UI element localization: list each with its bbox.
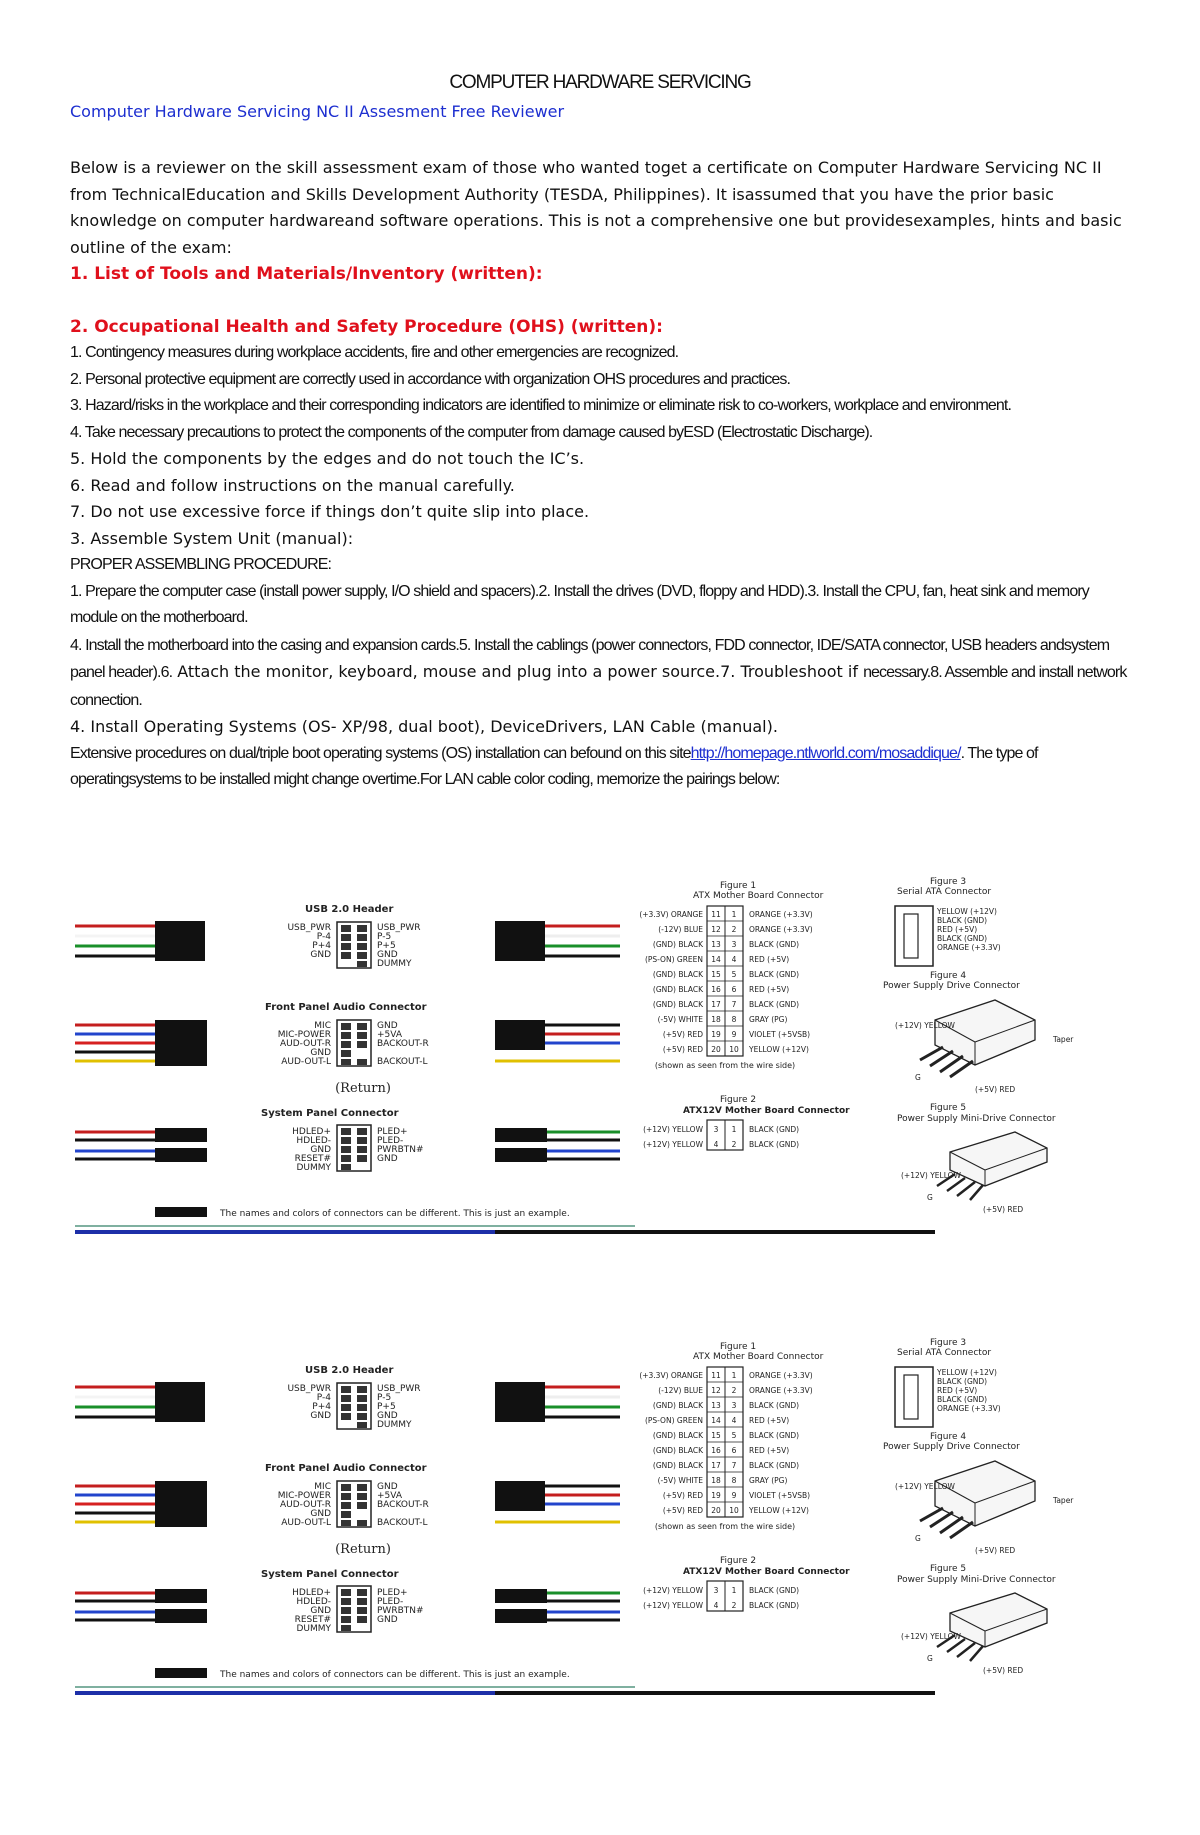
fig2-left-label: (+12V) YELLOW (643, 1125, 703, 1134)
fig1-pin-right: 10 (729, 1506, 739, 1515)
fig3-line: RED (+5V) (937, 1386, 978, 1395)
fig2-connector (707, 1120, 743, 1150)
fig1-left-label: (+5V) RED (662, 1030, 703, 1039)
system-right-label: PWRBTN# (377, 1606, 424, 1616)
assembly-steps-2a: 4. Install the motherboard into the casing and expansion cards.5. Install the cablings (power connectors, FDD connector, IDE/SATA connector, USB headers andsystem panel header).6. (70, 636, 1110, 681)
fig1-left-label: (-5V) WHITE (657, 1476, 703, 1485)
ohs-item: 3. Hazard/risks in the workplace and their corresponding indicators are identified to minimize or eliminate risk to co-workers, workplace and environment. (70, 397, 1011, 414)
return-label: (Return) (335, 1081, 391, 1096)
usb-right-label: USB_PWR (377, 1384, 421, 1394)
after-link-text: . The type of operatingsystems to be installed might change overtime.For LAN cable color coding, memorize the pairings below: (70, 744, 1038, 788)
system-title: System Panel Connector (261, 1569, 399, 1580)
fig5-yellow: (+12V) YELLOW (901, 1171, 961, 1180)
ohs-item: 1. Contingency measures during workplace accidents, fire and other emergencies are recognized. (70, 344, 679, 361)
fig2-left-label: (+12V) YELLOW (643, 1586, 703, 1595)
fig1-pin-right: 5 (731, 970, 737, 979)
fig2-pin-left: 3 (713, 1125, 719, 1134)
fig1-pin-left: 13 (711, 940, 721, 949)
system-right-label: PLED+ (377, 1588, 408, 1598)
audio-left-label: AUD-OUT-L (281, 1057, 331, 1067)
fig1-right-label: RED (+5V) (749, 955, 790, 964)
usb-right-label: USB_PWR (377, 923, 421, 933)
usb-left-label: USB_PWR (287, 1384, 331, 1394)
fig1-right-label: ORANGE (+3.3V) (749, 1371, 813, 1380)
molex-connector-shape (920, 1000, 1035, 1077)
fig1-right-label: YELLOW (+12V) (749, 1045, 809, 1054)
system-left-label: GND (310, 1606, 331, 1616)
fig3-title: Figure 3 (930, 877, 967, 887)
fig3-line: BLACK (GND) (937, 934, 988, 943)
fig1-pin-right: 6 (731, 1446, 737, 1455)
fig1-pin-right: 4 (731, 955, 737, 964)
fig1-left-label: (-5V) WHITE (657, 1015, 703, 1024)
fig1-right-label: BLACK (GND) (749, 940, 800, 949)
fig1-pin-right: 4 (731, 1416, 737, 1425)
fig1-pin-left: 19 (711, 1030, 721, 1039)
fig1-left-label: (GND) BLACK (652, 1401, 703, 1410)
fig1-subtitle: ATX Mother Board Connector (693, 1352, 824, 1362)
assembly-steps-2 (70, 632, 1130, 715)
fig1-pin-right: 3 (731, 940, 737, 949)
audio-right-label: BACKOUT-R (377, 1500, 429, 1510)
fig1-right-label: BLACK (GND) (749, 1431, 800, 1440)
fig1-pin-left: 15 (711, 970, 721, 979)
fig5-g-label: G (927, 1193, 933, 1202)
fig1-pin-right: 6 (731, 985, 737, 994)
system-right-label: PLED- (377, 1597, 404, 1607)
return-label: (Return) (335, 1542, 391, 1557)
ohs-item: 7. Do not use excessive force if things don’t quite slip into place. (70, 502, 590, 521)
fig1-right-label: ORANGE (+3.3V) (749, 910, 813, 919)
fig3-line: YELLOW (+12V) (937, 1368, 997, 1377)
usb-left-label: P+4 (312, 941, 331, 951)
fig1-title: Figure 1 (720, 1342, 757, 1352)
fig1-left-label: (+5V) RED (662, 1506, 703, 1515)
fig3-line: YELLOW (+12V) (937, 907, 997, 916)
fig1-right-label: BLACK (GND) (749, 1000, 800, 1009)
fig1-pin-right: 2 (731, 1386, 737, 1395)
mini-connector-shape (937, 1132, 1047, 1200)
page-title: COMPUTER HARDWARE SERVICING (449, 72, 751, 93)
fig4-title: Figure 4 (930, 971, 967, 981)
fig2-right-label: BLACK (GND) (749, 1140, 800, 1149)
fig1-pin-left: 16 (711, 985, 721, 994)
fig1-left-label: (GND) BLACK (652, 985, 703, 994)
fig4-taper: Taper (1053, 1496, 1074, 1505)
sata-connector-shape (895, 906, 933, 966)
usb-right-label: GND (377, 1411, 398, 1421)
fig5-g-label: G (927, 1654, 933, 1663)
fig1-right-label: RED (+5V) (749, 985, 790, 994)
assembly-steps-2b: Attach the monitor, keyboard, mouse and plug into a power source.7. Troubleshoot if (172, 662, 864, 681)
fig2-left-label: (+12V) YELLOW (643, 1601, 703, 1610)
audio-right-label: BACKOUT-R (377, 1039, 429, 1049)
usb-right-label: GND (377, 950, 398, 960)
connector-diagram-svg (75, 870, 1130, 1270)
system-left-label: HDLED- (296, 1136, 331, 1146)
system-left-label: GND (310, 1145, 331, 1155)
fig1-right-label: BLACK (GND) (749, 1401, 800, 1410)
fig1-right-label: BLACK (GND) (749, 1461, 800, 1470)
usb-right-label: P+5 (377, 941, 396, 951)
fig3-line: BLACK (GND) (937, 1395, 988, 1404)
fig1-pin-right: 1 (731, 910, 737, 919)
fig1-pin-left: 17 (711, 1461, 721, 1470)
fig1-right-label: VIOLET (+5VSB) (749, 1030, 811, 1039)
fig2-left-label: (+12V) YELLOW (643, 1140, 703, 1149)
system-left-label: HDLED- (296, 1597, 331, 1607)
fig1-pin-left: 13 (711, 1401, 721, 1410)
fig1-right-label: ORANGE (+3.3V) (749, 925, 813, 934)
fig1-pin-right: 8 (731, 1476, 737, 1485)
fig2-connector (707, 1581, 743, 1611)
fig3-line: ORANGE (+3.3V) (937, 1404, 1001, 1413)
extensive-text: Extensive procedures on dual/triple boot operating systems (OS) installation can befound on this site (70, 744, 691, 762)
fig1-left-label: (PS-ON) GREEN (644, 1416, 703, 1425)
fig4-taper: Taper (1053, 1035, 1074, 1044)
fig1-pin-left: 16 (711, 1446, 721, 1455)
intro-paragraph: Below is a reviewer on the skill assessment exam of those who wanted toget a certificate on Computer Hardware Servicing NC II from TechnicalEducation and Skills Development Authority (TESDA, Philippines). It isassumed that you have the prior basic knowledge on computer hardwareand software operations. This is not a comprehensive one but providesexamples, hints and basic outline of the exam: (70, 158, 1122, 257)
fig1-pin-right: 9 (731, 1491, 737, 1500)
system-right-label: GND (377, 1615, 398, 1625)
system-left-label: RESET# (294, 1615, 331, 1625)
fig2-subtitle: ATX12V Mother Board Connector (683, 1106, 850, 1116)
fig2-rows (643, 1125, 799, 1149)
fig1-pin-right: 7 (731, 1461, 737, 1470)
fig1-right-label: RED (+5V) (749, 1416, 790, 1425)
fig1-left-label: (GND) BLACK (652, 1431, 703, 1440)
audio-right-label: +5VA (377, 1491, 403, 1501)
system-right-label: PLED+ (377, 1127, 408, 1137)
audio-left-label: AUD-OUT-L (281, 1518, 331, 1528)
fig1-pin-left: 20 (711, 1045, 721, 1054)
fig4-g-label: G (915, 1534, 921, 1543)
audio-right-label: +5VA (377, 1030, 403, 1040)
fig3-title: Figure 3 (930, 1338, 967, 1348)
audio-left-label: MIC (314, 1482, 331, 1492)
fig2-pin-right: 1 (731, 1586, 737, 1595)
fig1-pin-left: 11 (711, 1371, 721, 1380)
fig3-subtitle: Serial ATA Connector (897, 887, 992, 897)
fig4-subtitle: Power Supply Drive Connector (883, 981, 1020, 991)
fig1-right-label: BLACK (GND) (749, 970, 800, 979)
system-left-label: DUMMY (296, 1624, 331, 1634)
fig1-note: (shown as seen from the wire side) (654, 1522, 796, 1531)
fig1-pin-left: 17 (711, 1000, 721, 1009)
fig1-left-label: (PS-ON) GREEN (644, 955, 703, 964)
system-title: System Panel Connector (261, 1108, 399, 1119)
section-assemble: 3. Assemble System Unit (manual): (70, 528, 354, 548)
fig1-rows (639, 910, 812, 1054)
fig1-pin-right: 1 (731, 1371, 737, 1380)
fig4-red: (+5V) RED (975, 1085, 1016, 1094)
fig3-line: BLACK (GND) (937, 916, 988, 925)
fig1-pin-left: 18 (711, 1476, 721, 1485)
audio-left-label: MIC-POWER (277, 1491, 331, 1501)
fig2-right-label: BLACK (GND) (749, 1601, 800, 1610)
fig1-left-label: (+3.3V) ORANGE (639, 1371, 703, 1380)
fig5-red: (+5V) RED (983, 1205, 1024, 1214)
fig1-pin-right: 9 (731, 1030, 737, 1039)
usb-right-label: DUMMY (377, 1420, 412, 1430)
connector-diagram-copy (75, 1331, 1130, 1731)
fig1-right-label: GRAY (PG) (749, 1476, 788, 1485)
ohs-item: 4. Take necessary precautions to protect the components of the computer from damage caused byESD (Electrostatic Discharge). (70, 423, 873, 441)
fig1-left-label: (GND) BLACK (652, 1461, 703, 1470)
fig1-left-label: (-12V) BLUE (658, 1386, 703, 1395)
system-left-label: HDLED+ (292, 1127, 331, 1137)
fig4-red: (+5V) RED (975, 1546, 1016, 1555)
system-right-label: PLED- (377, 1136, 404, 1146)
fig1-pin-right: 7 (731, 1000, 737, 1009)
fig3-subtitle: Serial ATA Connector (897, 1348, 992, 1358)
assembly-steps-2c: necessary.8. Assemble and install network connection. (70, 664, 1127, 709)
fig1-pin-left: 19 (711, 1491, 721, 1500)
mini-connector-shape (937, 1593, 1047, 1661)
ohs-item: 2. Personal protective equipment are correctly used in accordance with organization OHS procedures and practices. (70, 370, 791, 388)
ohs-item: 6. Read and follow instructions on the manual carefully. (70, 475, 515, 495)
fig1-left-label: (+3.3V) ORANGE (639, 910, 703, 919)
fig5-yellow: (+12V) YELLOW (901, 1632, 961, 1641)
fig2-pin-left: 4 (713, 1601, 719, 1610)
fig1-pin-left: 11 (711, 910, 721, 919)
system-right-label: PWRBTN# (377, 1145, 424, 1155)
usb-left-label: P-4 (316, 1393, 331, 1403)
usb-left-label: P-4 (316, 932, 331, 942)
fig1-pin-left: 18 (711, 1015, 721, 1024)
fig5-subtitle: Power Supply Mini-Drive Connector (897, 1575, 1056, 1585)
fig4-title: Figure 4 (930, 1432, 967, 1442)
audio-left-label: AUD-OUT-R (279, 1039, 331, 1049)
fig1-pin-left: 14 (711, 1416, 721, 1425)
system-left-label: RESET# (294, 1154, 331, 1164)
assembly-steps-1: 1. Prepare the computer case (install power supply, I/O shield and spacers).2. Install the drives (DVD, floppy and HDD).3. Install the CPU, fan, heat sink and memory module on the motherboard. (70, 582, 1089, 626)
usb-title: USB 2.0 Header (305, 1365, 394, 1376)
usb-right-label: P-5 (377, 932, 392, 942)
connector-diagram-svg-copy (75, 1331, 1130, 1731)
fig2-pin-left: 3 (713, 1586, 719, 1595)
fig1-subtitle: ATX Mother Board Connector (693, 891, 824, 901)
proper-procedure-heading: PROPER ASSEMBLING PROCEDURE: (70, 556, 332, 573)
fig2-title: Figure 2 (720, 1556, 757, 1566)
usb-right-label: DUMMY (377, 959, 412, 969)
audio-left-label: AUD-OUT-R (279, 1500, 331, 1510)
fig1-pin-right: 10 (729, 1045, 739, 1054)
fig1-pin-left: 12 (711, 925, 721, 934)
fig1-left-label: (GND) BLACK (652, 1000, 703, 1009)
fig2-pin-right: 2 (731, 1140, 737, 1149)
sample-tag (155, 1668, 207, 1678)
usb-left-label: GND (310, 950, 331, 960)
fig3-line: BLACK (GND) (937, 1377, 988, 1386)
molex-connector-shape (920, 1461, 1035, 1538)
audio-left-label: GND (310, 1509, 331, 1519)
fig1-left-label: (GND) BLACK (652, 970, 703, 979)
fig1-left-label: (+5V) RED (662, 1491, 703, 1500)
fig2-pin-left: 4 (713, 1140, 719, 1149)
heading-ohs: 2. Occupational Health and Safety Procedure (OHS) (written): (70, 316, 663, 337)
fig1-left-label: (GND) BLACK (652, 1446, 703, 1455)
fig2-title: Figure 2 (720, 1095, 757, 1105)
usb-right-label: P-5 (377, 1393, 392, 1403)
system-right-label: GND (377, 1154, 398, 1164)
fig1-right-label: RED (+5V) (749, 1446, 790, 1455)
fig1-pin-left: 15 (711, 1431, 721, 1440)
fig1-pin-right: 5 (731, 1431, 737, 1440)
audio-left-label: GND (310, 1048, 331, 1058)
fig4-g-label: G (915, 1073, 921, 1082)
audio-left-label: MIC (314, 1021, 331, 1031)
audio-title: Front Panel Audio Connector (265, 1463, 427, 1474)
fig1-right-label: VIOLET (+5VSB) (749, 1491, 811, 1500)
system-left-label: HDLED+ (292, 1588, 331, 1598)
mosaddique-link[interactable]: http://homepage.ntlworld.com/mosaddique/ (690, 744, 961, 762)
fig4-yellow: (+12V) YELLOW (895, 1482, 955, 1491)
diagram-note: The names and colors of connectors can be different. This is just an example. (220, 1670, 570, 1680)
diagram-note: The names and colors of connectors can be different. This is just an example. (220, 1209, 570, 1219)
system-left-label: DUMMY (296, 1163, 331, 1173)
audio-right-label: GND (377, 1482, 398, 1492)
audio-right-label: BACKOUT-L (377, 1057, 428, 1067)
fig2-right-label: BLACK (GND) (749, 1586, 800, 1595)
audio-left-label: MIC-POWER (277, 1030, 331, 1040)
fig5-subtitle: Power Supply Mini-Drive Connector (897, 1114, 1056, 1124)
fig1-pin-left: 20 (711, 1506, 721, 1515)
fig1-left-label: (GND) BLACK (652, 940, 703, 949)
usb-right-label: P+5 (377, 1402, 396, 1412)
fig5-red: (+5V) RED (983, 1666, 1024, 1675)
fig3-line: ORANGE (+3.3V) (937, 943, 1001, 952)
usb-left-label: GND (310, 1411, 331, 1421)
fig2-right-label: BLACK (GND) (749, 1125, 800, 1134)
fig1-right-label: ORANGE (+3.3V) (749, 1386, 813, 1395)
ohs-item: 5. Hold the components by the edges and do not touch the IC’s. (70, 449, 585, 468)
section-install-os: 4. Install Operating Systems (OS- XP/98, dual boot), DeviceDrivers, LAN Cable (manual). (70, 717, 778, 736)
fig3-line: RED (+5V) (937, 925, 978, 934)
fig1-left-label: (+5V) RED (662, 1045, 703, 1054)
audio-title: Front Panel Audio Connector (265, 1002, 427, 1013)
fig5-title: Figure 5 (930, 1564, 967, 1574)
fig4-subtitle: Power Supply Drive Connector (883, 1442, 1020, 1452)
fig1-title: Figure 1 (720, 881, 757, 891)
connector-diagram (75, 870, 1130, 1270)
extensive-paragraph (70, 741, 1130, 794)
fig1-note: (shown as seen from the wire side) (654, 1061, 796, 1070)
fig1-rows (639, 1371, 812, 1515)
fig2-rows (643, 1586, 799, 1610)
fig4-yellow: (+12V) YELLOW (895, 1021, 955, 1030)
page-subtitle: Computer Hardware Servicing NC II Assesment Free Reviewer (70, 102, 565, 121)
usb-left-label: USB_PWR (287, 923, 331, 933)
fig1-pin-right: 8 (731, 1015, 737, 1024)
fig2-pin-right: 1 (731, 1125, 737, 1134)
fig2-subtitle: ATX12V Mother Board Connector (683, 1567, 850, 1577)
fig2-pin-right: 2 (731, 1601, 737, 1610)
fig5-title: Figure 5 (930, 1103, 967, 1113)
audio-right-label: BACKOUT-L (377, 1518, 428, 1528)
usb-title: USB 2.0 Header (305, 904, 394, 915)
usb-left-label: P+4 (312, 1402, 331, 1412)
fig1-pin-right: 3 (731, 1401, 737, 1410)
fig1-right-label: YELLOW (+12V) (749, 1506, 809, 1515)
fig1-right-label: GRAY (PG) (749, 1015, 788, 1024)
sample-tag (155, 1207, 207, 1217)
fig1-pin-left: 12 (711, 1386, 721, 1395)
fig1-left-label: (-12V) BLUE (658, 925, 703, 934)
fig1-pin-right: 2 (731, 925, 737, 934)
audio-right-label: GND (377, 1021, 398, 1031)
fig1-pin-left: 14 (711, 955, 721, 964)
heading-tools: 1. List of Tools and Materials/Inventory (written): (70, 264, 543, 284)
document-body (70, 155, 1130, 794)
sata-connector-shape (895, 1367, 933, 1427)
